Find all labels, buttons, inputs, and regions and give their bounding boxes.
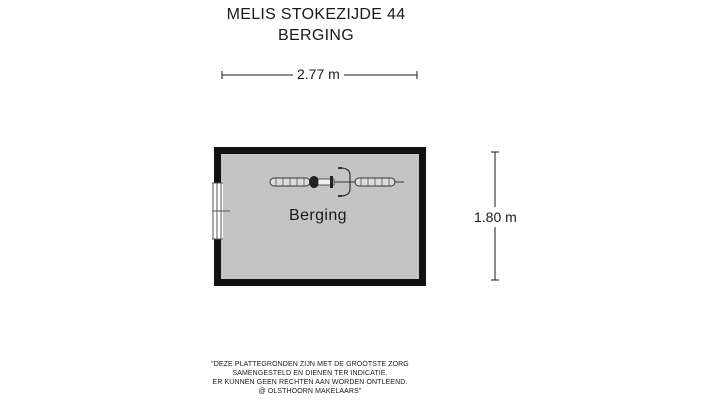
disclaimer-text (180, 360, 440, 396)
room-name-label: Berging (289, 207, 347, 224)
floorplan-floor-title: BERGING (278, 27, 354, 44)
disclaimer-line: SAMENGESTELD EN DIENEN TER INDICATIE. (232, 370, 388, 377)
width-dimension-label: 2.77 m (293, 66, 344, 82)
disclaimer-line: "DEZE PLATTEGRONDEN ZIJN MET DE GROOTSTE ZORG (211, 361, 409, 368)
height-dimension-label: 1.80 m (474, 209, 517, 225)
disclaimer-line: ER KUNNEN GEEN RECHTEN AAN WORDEN ONTLEEND. (212, 379, 408, 386)
floorplan-address: MELIS STOKEZIJDE 44 (226, 6, 406, 23)
disclaimer-line: @ OLSTHOORN MAKELAARS" (258, 388, 362, 395)
